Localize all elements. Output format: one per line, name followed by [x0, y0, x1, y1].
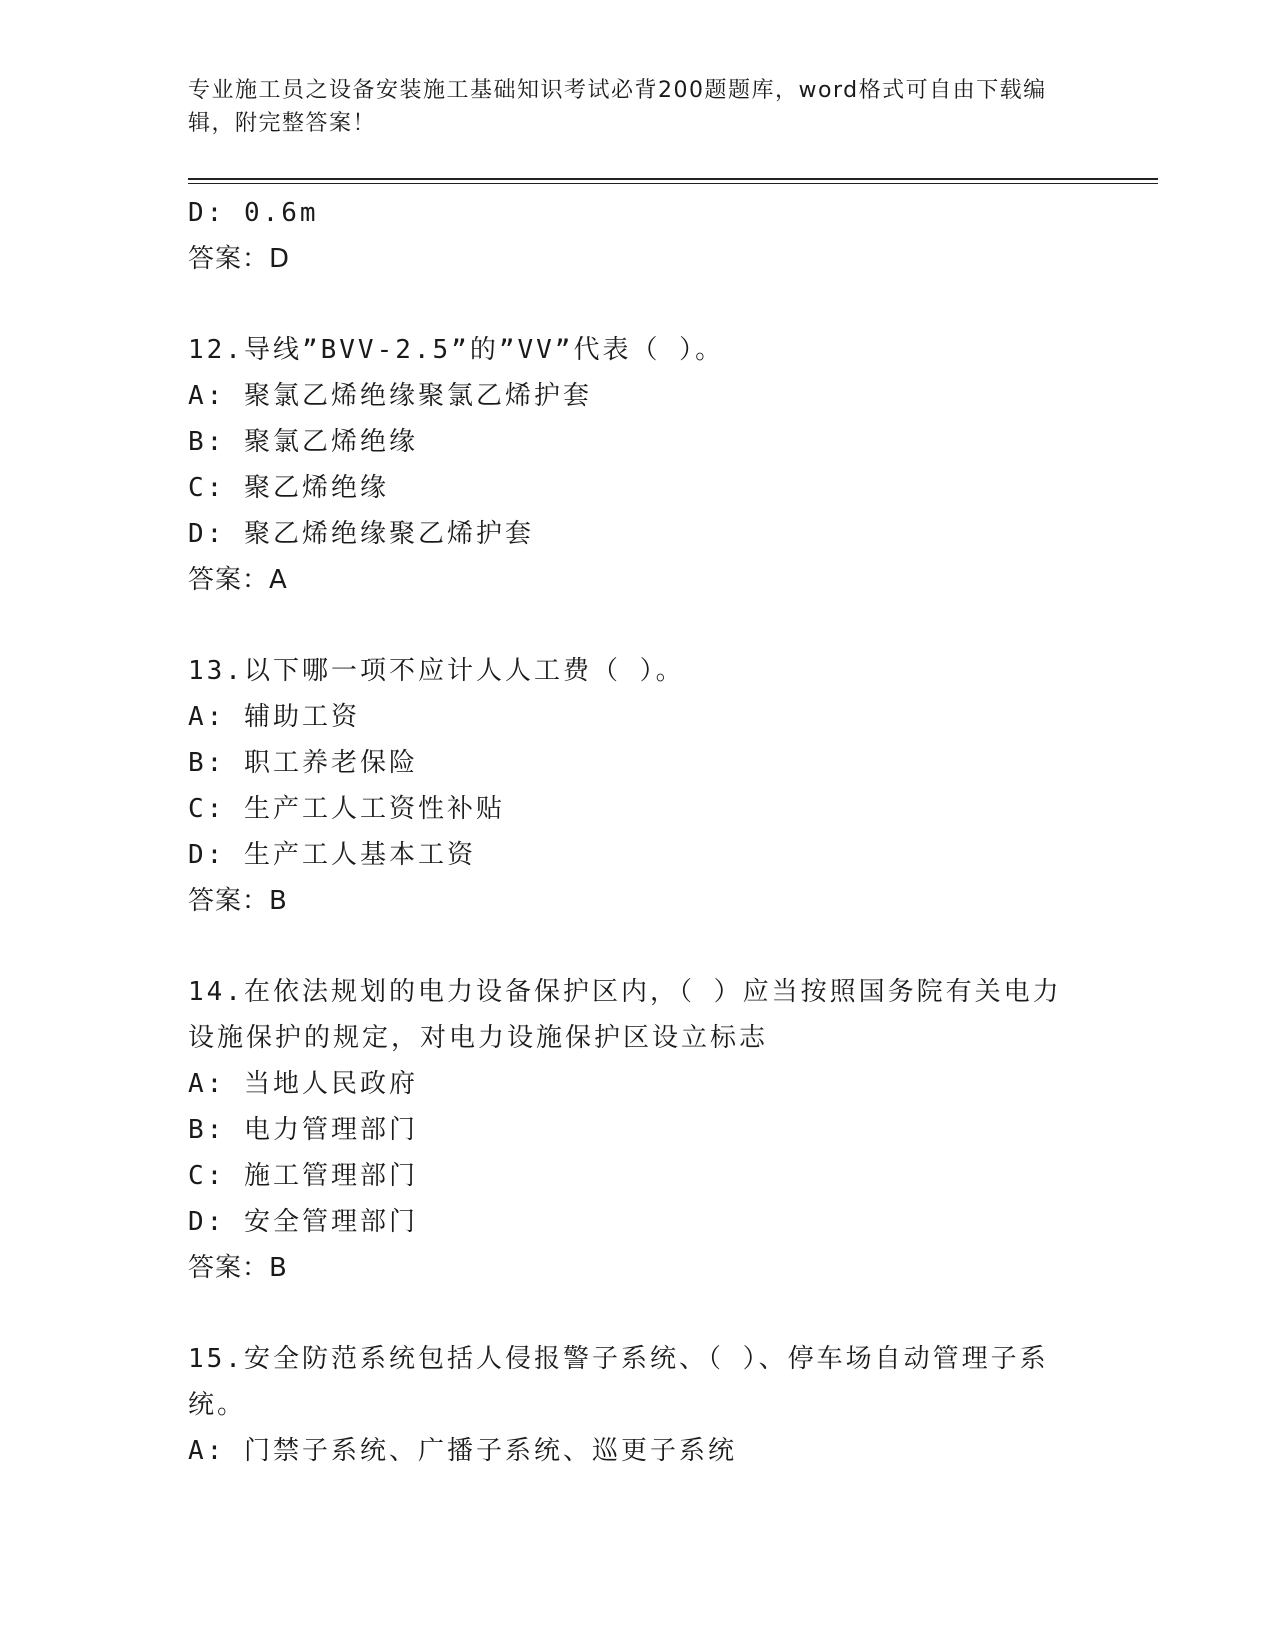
answer: 答案：B: [188, 1253, 288, 1283]
option-a: A: 聚氯乙烯绝缘聚氯乙烯护套: [188, 381, 592, 411]
spacer: [188, 603, 1088, 648]
question-13: [188, 648, 1088, 924]
option-b: B: 电力管理部门: [188, 1115, 418, 1145]
option-c: C: 施工管理部门: [188, 1161, 418, 1191]
option-a: A: 辅助工资: [188, 702, 360, 732]
spacer: [188, 1291, 1088, 1336]
question-text: 12.导线”BVV-2.5”的”VV”代表（ ）。: [188, 335, 725, 365]
question-15: [188, 1336, 1088, 1474]
option-a: A: 门禁子系统、广播子系统、巡更子系统: [188, 1436, 737, 1466]
prev-option-d: D: 0.6m: [188, 198, 319, 228]
option-b: B: 聚氯乙烯绝缘: [188, 427, 418, 457]
question-text: 14.在依法规划的电力设备保护区内，（ ）应当按照国务院有关电力设施保护的规定，对电力设施保护区设立标志: [188, 977, 1062, 1053]
option-b: B: 职工养老保险: [188, 748, 418, 778]
header-divider-thick: [188, 178, 1158, 180]
option-a: A: 当地人民政府: [188, 1069, 418, 1099]
spacer: [188, 924, 1088, 969]
document-title: 专业施工员之设备安装施工基础知识考试必背200题题库，word格式可自由下载编辑，附完整答案！: [188, 78, 1047, 136]
answer: 答案：A: [188, 565, 288, 595]
header-divider-thin: [188, 183, 1158, 184]
option-d: D: 聚乙烯绝缘聚乙烯护套: [188, 519, 534, 549]
option-c: C: 聚乙烯绝缘: [188, 473, 389, 503]
prev-answer: 答案：D: [188, 244, 291, 274]
answer: 答案：B: [188, 886, 288, 916]
option-d: D: 生产工人基本工资: [188, 840, 476, 870]
question-12: [188, 327, 1088, 603]
spacer: [188, 282, 1088, 327]
question-14: [188, 969, 1088, 1291]
question-text: 15.安全防范系统包括人侵报警子系统、（ ）、停车场自动管理子系统。: [188, 1344, 1049, 1420]
document-body: [188, 190, 1088, 1474]
question-text: 13.以下哪一项不应计人人工费（ ）。: [188, 656, 685, 686]
option-c: C: 生产工人工资性补贴: [188, 794, 505, 824]
option-d: D: 安全管理部门: [188, 1207, 418, 1237]
